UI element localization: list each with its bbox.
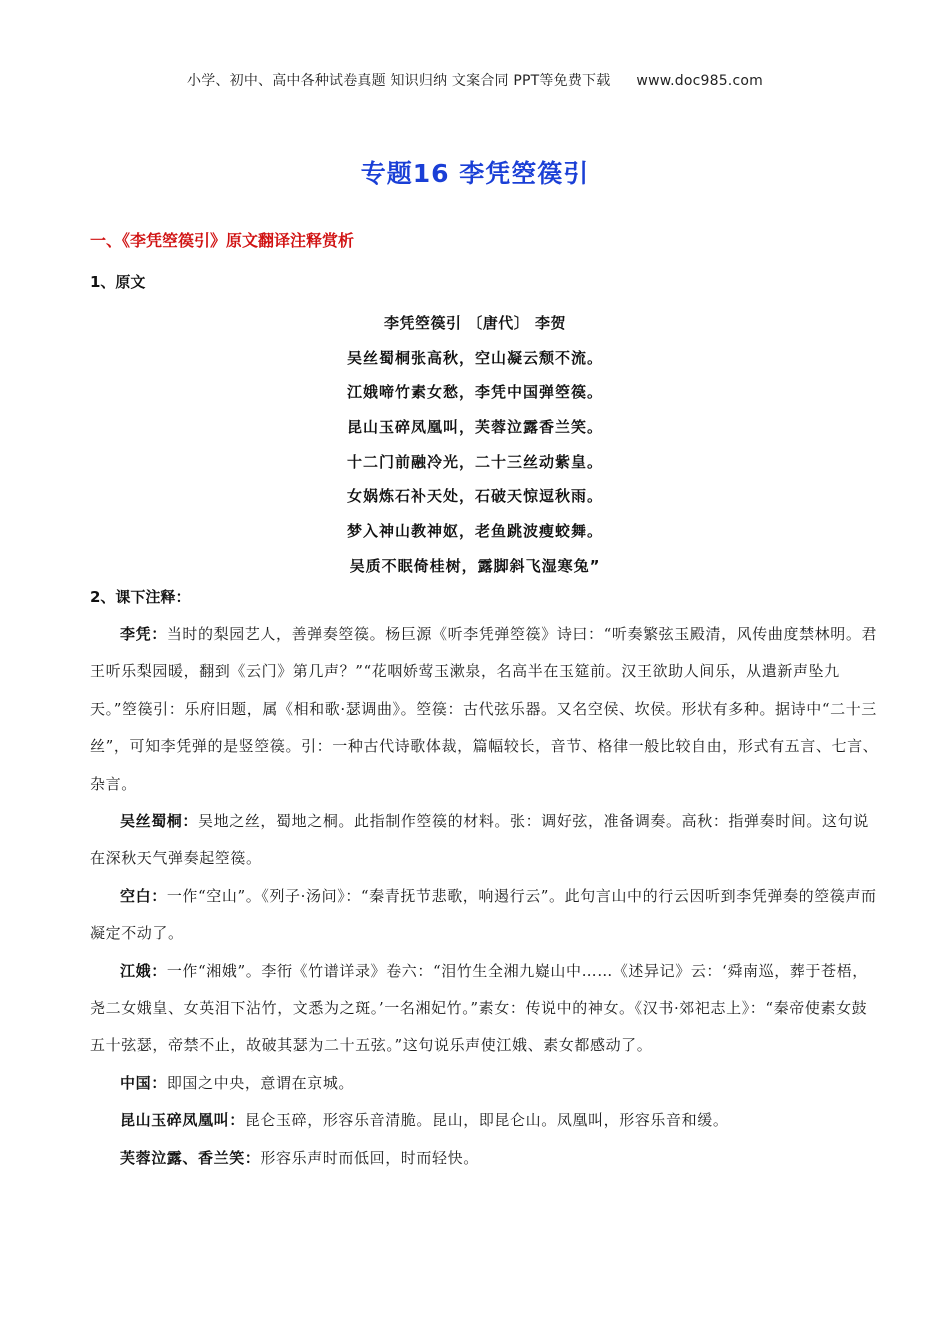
note-text: 即国之中央，意谓在京城。 <box>166 1073 355 1092</box>
note-paragraph <box>90 1065 880 1102</box>
note-term: 昆山玉碎凤凰叫： <box>120 1111 245 1130</box>
note-paragraph <box>90 803 880 878</box>
poem-line: 昆山玉碎凤凰叫，芙蓉泣露香兰笑。 <box>346 418 603 437</box>
poem-line: 吴质不眠倚桂树，露脚斜飞湿寒兔” <box>349 556 601 575</box>
note-paragraph <box>90 878 880 953</box>
subheading-notes: 2、课下注释： <box>90 588 191 606</box>
note-text: 形容乐声时而低回，时而轻快。 <box>260 1148 479 1167</box>
header-url[interactable]: www.doc985.com <box>636 73 763 89</box>
section-heading: 一、《李凭箜篌引》原文翻译注释赏析 <box>90 231 355 250</box>
poem-line: 梦入神山教神妪，老鱼跳波瘦蛟舞。 <box>346 522 603 541</box>
note-term: 中国： <box>120 1073 167 1092</box>
poem-heading: 李凭箜篌引 〔唐代〕 李贺 <box>384 314 566 332</box>
subheading-original-text: 1、原文 <box>90 273 146 291</box>
note-paragraph <box>90 1102 880 1139</box>
page-title: 专题16 李凭箜篌引 <box>360 159 590 188</box>
poem-line: 吴丝蜀桐张高秋，空山凝云颓不流。 <box>346 348 603 367</box>
poem-line: 江娥啼竹素女愁，李凭中国弹箜篌。 <box>346 383 603 402</box>
poem <box>0 306 950 584</box>
notes <box>90 616 880 1177</box>
note-text: 一作“湘娥”。李衎《竹谱详录》卷六：“泪竹生全湘九嶷山中……《述异记》云：‘舜南巡，葬于苍梧，尧二女娥皇、女英泪下沾竹，文悉为之斑。’一名湘妃竹。”素女：传说中的神女。《汉书·郊祀志上》：“秦帝使素女鼓五十弦瑟，帝禁不止，故破其瑟为二十五弦。”这句说乐声使江娥、素女都感动了。 <box>90 961 868 1055</box>
note-term: 李凭： <box>120 625 167 643</box>
note-paragraph <box>90 1140 880 1177</box>
note-term: 吴丝蜀桐： <box>120 812 199 831</box>
note-text: 吴地之丝，蜀地之桐。此指制作箜篌的材料。张：调好弦，准备调奏。高秋：指弹奏时间。这句说在深秋天气弹奏起箜篌。 <box>90 812 869 868</box>
note-paragraph <box>90 953 880 1065</box>
note-paragraph <box>90 616 880 803</box>
note-text: 一作“空山”。《列子·汤问》：“秦青抚节悲歌，响遏行云”。此句言山中的行云因听到李凭弹奏的箜篌声而凝定不动了。 <box>90 886 877 943</box>
poem-line: 女娲炼石补天处，石破天惊逗秋雨。 <box>346 487 603 506</box>
note-term: 江娥： <box>120 961 167 980</box>
note-term: 空白： <box>120 886 167 905</box>
note-text: 昆仑玉碎，形容乐音清脆。昆山，即昆仑山。凤凰叫，形容乐音和缓。 <box>244 1111 729 1130</box>
poem-line: 十二门前融冷光，二十三丝动紫皇。 <box>346 452 603 471</box>
page-header <box>0 70 950 90</box>
header-text: 小学、初中、高中各种试卷真题 知识归纳 文案合同 PPT等免费下载 <box>187 73 611 89</box>
note-text: 当时的梨园艺人，善弹奏箜篌。杨巨源《听李凭弹箜篌》诗曰：“听奏繁弦玉殿清，风传曲度禁林明。君王听乐梨园暖，翻到《云门》第几声？”“花咽娇莺玉漱泉，名高半在玉筵前。汉王欲助人间乐，从遣新声坠九天。”箜篌引：乐府旧题，属《相和歌·瑟调曲》。箜篌：古代弦乐器。又名空侯、坎侯。形状有多种。据诗中“二十三丝”，可知李凭弹的是竖箜篌。引：一种古代诗歌体裁，篇幅较长，音节、格律一般比较自由，形式有五言、七言、杂言。 <box>90 625 879 793</box>
note-term: 芙蓉泣露、香兰笑： <box>120 1148 261 1167</box>
